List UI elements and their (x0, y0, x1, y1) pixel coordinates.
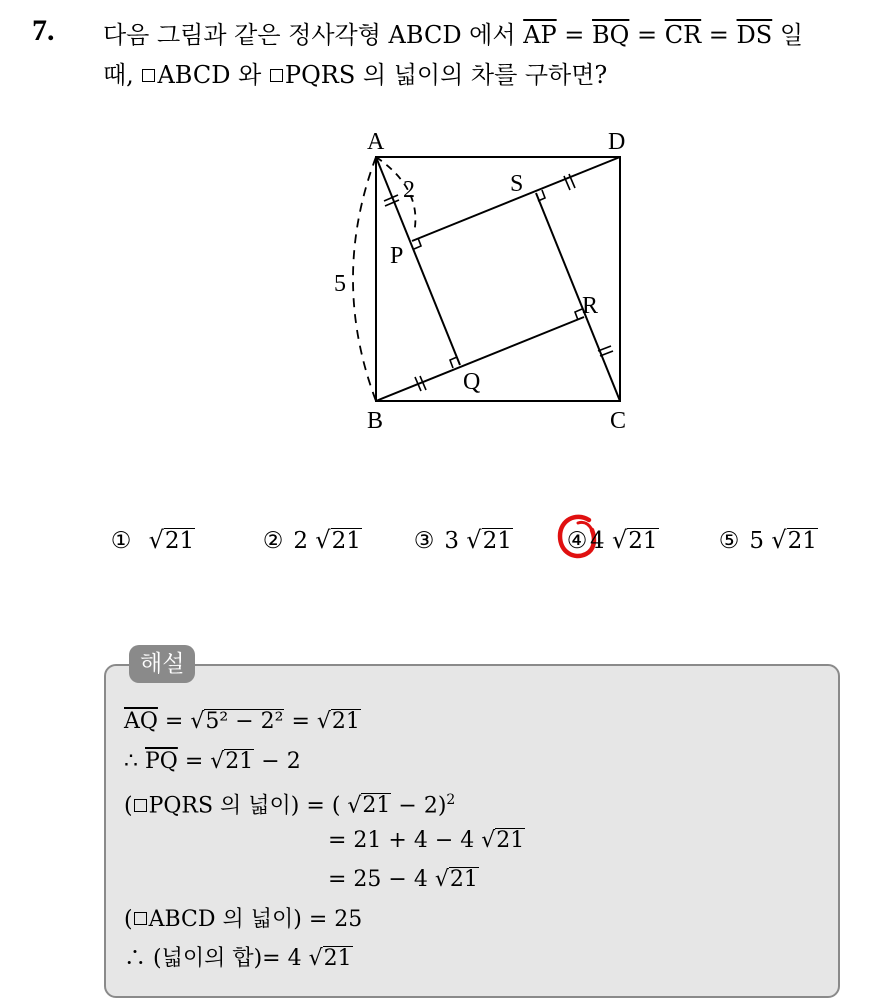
sqrt-sign: √ (210, 748, 225, 774)
line-a-q (376, 157, 460, 365)
solution-line-7: ∴ (넓이의 합)= 4 √21 (124, 946, 352, 971)
question-number: 7. (32, 14, 55, 47)
square-symbol-icon (270, 69, 283, 82)
solution-line-3: ( PQRS 의 넓이) = ( √21 − 2)$^2$ (124, 792, 456, 819)
length-label-5: 5 (334, 271, 346, 297)
label-b: B (367, 408, 384, 434)
sqrt-sign: √ (466, 526, 482, 554)
label-p: P (390, 243, 404, 269)
geometry-figure (320, 115, 640, 435)
question-line-2: 때, ABCD 와 PQRS 의 넓이의 차를 구하면? (103, 61, 608, 89)
label-s: S (510, 171, 524, 197)
line-d-p (412, 157, 620, 241)
answer-choices (108, 522, 848, 566)
sqrt-sign: √ (771, 526, 787, 554)
solution-line-6: ( ABCD 의 넓이) = 25 (124, 906, 363, 932)
side-length-arc (353, 157, 376, 401)
solution-line-1: $\overline{AQ} = √5^2 - 2^2 = √21$ (124, 709, 360, 734)
sqrt-sign: √ (190, 709, 205, 734)
label-d: D (608, 129, 626, 155)
square-symbol-icon (134, 799, 147, 812)
sqrt-sign: √ (434, 867, 449, 892)
square-symbol-icon (134, 912, 147, 925)
sqrt-sign: √ (316, 709, 331, 734)
segment-ds: $\overline{DS}$ (736, 21, 773, 49)
solution-line-5: = 25 − 4 √21 (328, 867, 478, 892)
sqrt-sign: √ (148, 526, 164, 554)
length-label-2: 2 (403, 177, 415, 203)
label-q: Q (463, 369, 481, 395)
label-a: A (367, 129, 385, 155)
solution-tag: 해설 (129, 645, 195, 683)
choice-2[interactable]: ② 2 √21 (262, 526, 361, 554)
sqrt-sign: √ (347, 793, 362, 819)
solution-line-2: ∴ $\overline{PQ} = √21 - 2$ (124, 748, 301, 774)
label-c: C (610, 408, 627, 434)
solution-line-4: = 21 + 4 − 4 √21 (328, 827, 525, 853)
segment-cr: $\overline{CR}$ (664, 21, 702, 49)
choice-5[interactable]: ⑤ 5 √21 (718, 526, 817, 554)
sqrt-sign: √ (308, 946, 323, 971)
label-r: R (582, 293, 599, 319)
sqrt-sign: √ (481, 827, 496, 853)
sqrt-sign: √ (611, 526, 628, 554)
segment-bq: $\overline{BQ}$ (592, 21, 630, 49)
line-c-s (536, 193, 620, 401)
choice-1[interactable]: ① √21 (110, 526, 195, 554)
question-line-1: 다음 그림과 같은 정사각형 ABCD 에서 $\overline{AP} = \overline{BQ} = \overline{CR} = \overline{DS}$ 일 (103, 21, 804, 49)
choice-3[interactable]: ③ 3 √21 (413, 526, 512, 554)
segment-ap: $\overline{AP}$ (523, 21, 557, 49)
right-angle-mark-q (450, 357, 457, 368)
sqrt-sign: √ (315, 526, 331, 554)
choice-4[interactable]: ④ 4 √21 (566, 526, 658, 554)
question-text (103, 15, 873, 95)
solution-lines (124, 702, 525, 979)
square-symbol-icon (142, 69, 155, 82)
